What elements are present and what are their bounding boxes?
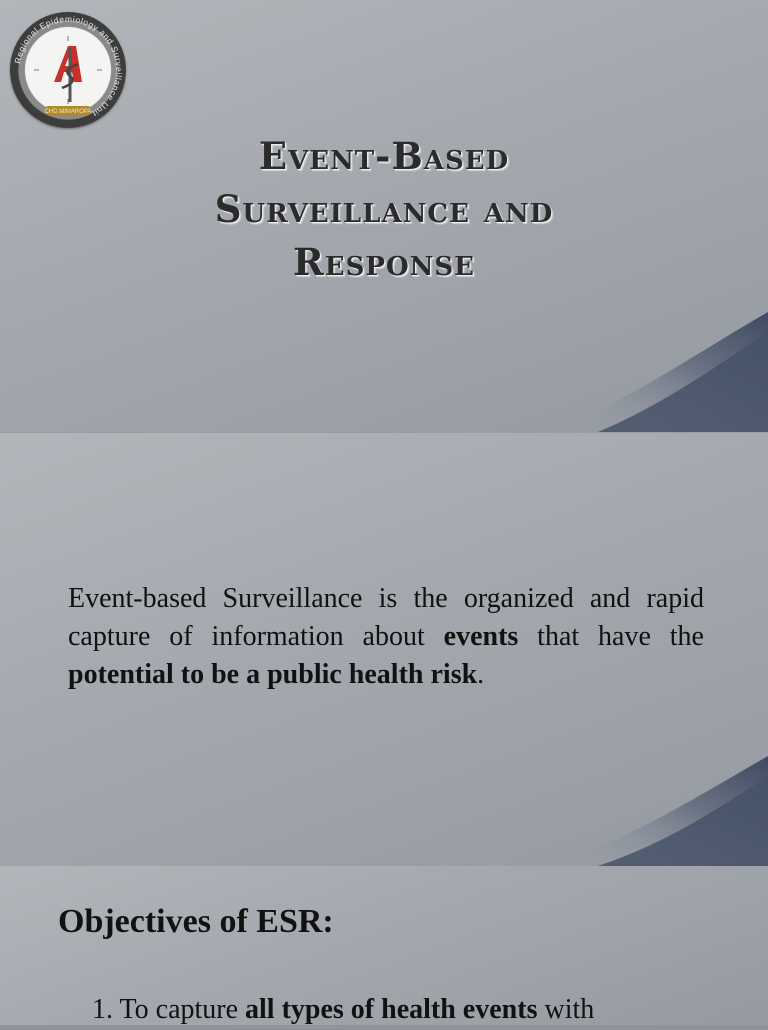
definition-bold-events: events: [443, 621, 519, 652]
title-line-2: Surveillance and: [214, 187, 554, 231]
definition-paragraph: [68, 580, 704, 694]
title-line-3: Response: [293, 240, 475, 284]
seal-ring-text: Regional Epidemiology and Surveillance Unit: [12, 13, 125, 119]
slide-title: [0, 130, 768, 289]
objective-bold-text: all types of health events: [245, 994, 538, 1025]
definition-bold-risk: potential to be a public health risk: [68, 659, 478, 690]
corner-swoosh-decoration: [468, 756, 768, 866]
definition-text-2: that have the: [518, 621, 704, 652]
definition-text-1: Event-based Surveillance is the organized and rapid capture of information about: [68, 583, 704, 652]
resu-seal-logo: [10, 12, 126, 128]
objective-item-1: [92, 990, 768, 1030]
objective-text: To capture: [113, 994, 246, 1025]
objective-number: 1.: [92, 994, 113, 1025]
title-slide: [0, 0, 768, 432]
objective-tail-text: with: [537, 994, 595, 1025]
title-line-1: Event-Based: [258, 134, 510, 178]
seal-bottom-text: CHD MIMAROPA: [44, 109, 92, 115]
objectives-heading: Objectives of ESR:: [58, 903, 334, 940]
definition-text-3: .: [477, 659, 485, 690]
corner-swoosh-decoration: [468, 312, 768, 432]
